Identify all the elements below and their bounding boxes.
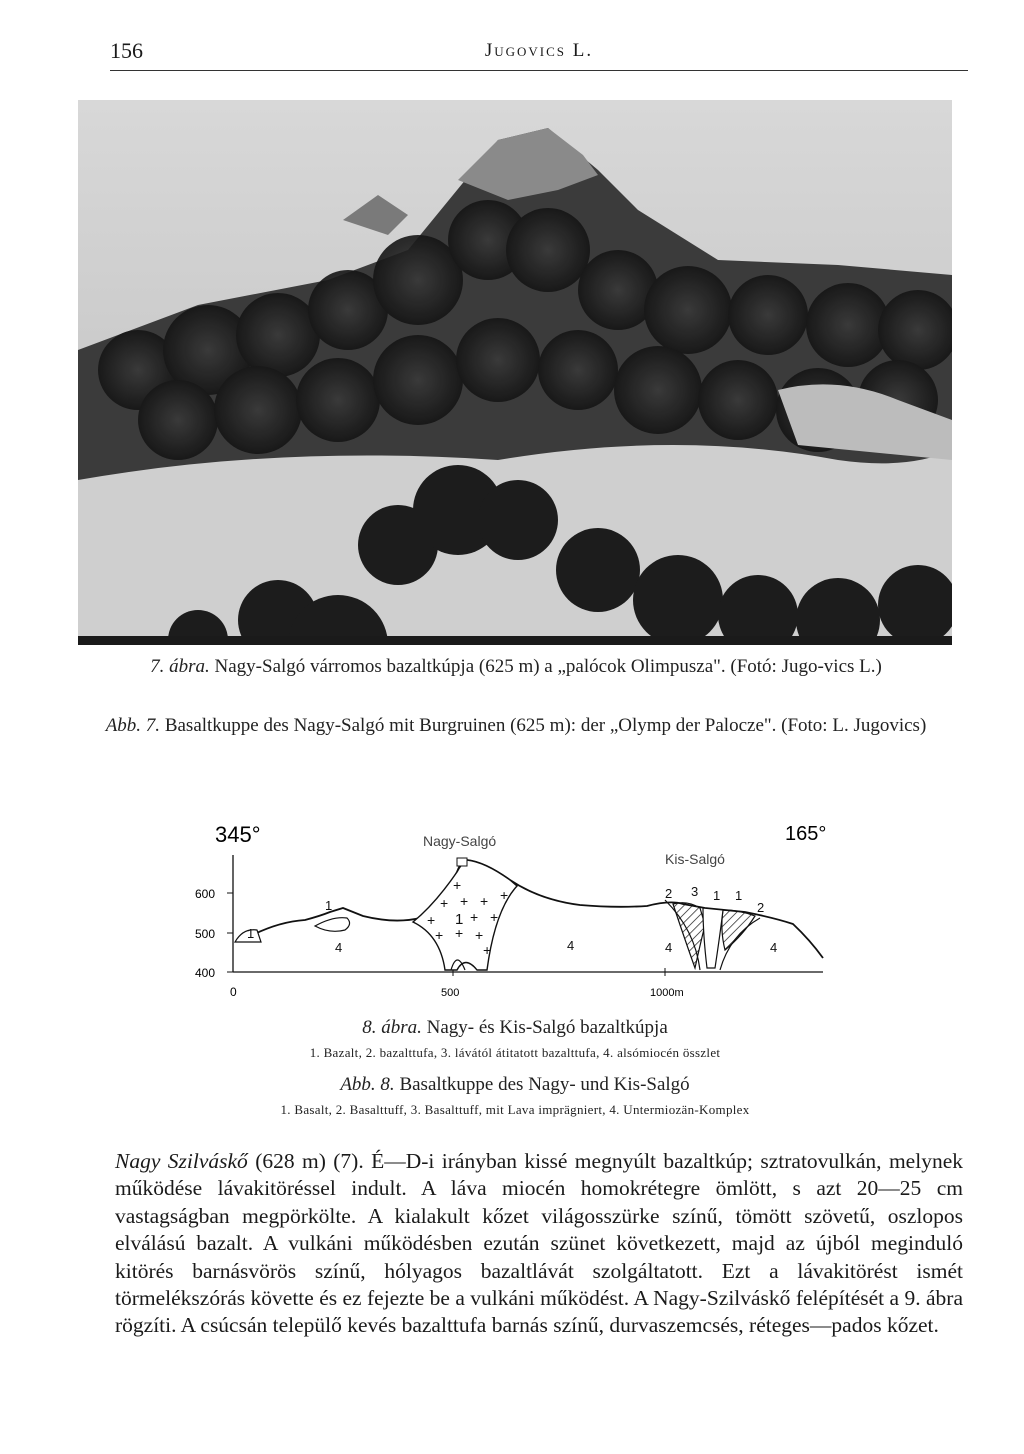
body-paragraph-text: (628 m) (7). É—D-i irányban kissé megnyúlt bazaltkúp; sztratovulkán, melynek működése lávakitöréssel indult. A láva miocén homokrétegre ömlött, s azt 20—25 cm vastagságban megpörkölte. A kialakult kőzet világosszürke színű, tömött szövetű, oszlopos elválású bazalt. A vulkáni működésben ezután szünet következett, majd az újból meginduló kitörés barnásvörös színű, hólyagos bazaltlávát szolgáltatott. Ezt a lávakitörést ismét törmelékszórás követte és ez fejezte be a vulkáni működést. A Nagy-Szilváskő felépítését a 9. ábra rögzíti. A csúcsán települő kevés bazalttufa barnás színű, durvaszemcsés, réteges—pados kőzet.: [115, 1149, 963, 1338]
figure-8-caption-de: [150, 1073, 880, 1097]
label-nagy-salgo: Nagy-Salgó: [423, 833, 497, 849]
body-paragraph: [115, 1148, 963, 1340]
unit-label-d: 1: [713, 888, 721, 903]
kis-salgo-tuff-left: [673, 903, 705, 968]
unit-label-b: 1: [325, 898, 333, 913]
cross-section-diagram: [195, 800, 845, 1010]
castle-ruin-marker: [457, 858, 467, 866]
svg-text:+: +: [455, 925, 464, 941]
label-kis-salgo: Kis-Salgó: [665, 851, 725, 867]
page-number: 156: [110, 38, 143, 63]
figure-8-cross-section: [195, 800, 845, 1010]
figure-8-caption-de-text: Basaltkuppe des Nagy- und Kis-Salgó: [399, 1074, 690, 1095]
x-label-500: 500: [441, 987, 460, 999]
figure-7-caption-de-text: Basaltkuppe des Nagy-Salgó mit Burgruinen (625 m): der „Olymp der Palocze". (Foto: L. Jugovics): [164, 715, 927, 736]
figure-7-caption-hu-text: Nagy-Salgó várromos bazaltkúpja (625 m) a „palócok Olimpusza". (Fotó: Jugo-vics L.): [214, 656, 882, 677]
unit-label-f: 3: [691, 884, 699, 899]
svg-text:+: +: [460, 893, 469, 909]
figure-8-caption-hu-prefix: 8. ábra.: [362, 1017, 422, 1038]
figure-8-legend-hu: 1. Bazalt, 2. bazalttufa, 3. lávától átitatott bazalttufa, 4. alsómiocén összlet: [309, 1045, 721, 1060]
unit-label-a: 1: [247, 926, 255, 941]
figure-8-caption-hu: [150, 1016, 880, 1040]
figure-7-photo: [78, 100, 952, 645]
svg-text:+: +: [440, 895, 449, 911]
x-label-1000: 1000m: [650, 987, 684, 999]
x-label-0: 0: [230, 985, 237, 999]
running-head-author: Jugovics L.: [484, 40, 594, 61]
svg-text:+: +: [490, 909, 499, 925]
body-paragraph-name: Nagy Szilváskő: [115, 1149, 248, 1173]
svg-text:+: +: [480, 893, 489, 909]
figure-7-caption-hu-prefix: 7. ábra.: [150, 656, 210, 677]
svg-text:+: +: [453, 877, 462, 893]
unit-label-c: 1: [455, 911, 464, 928]
figure-7-caption-hu: [100, 655, 932, 679]
y-label-600: 600: [195, 887, 216, 901]
figure-7-caption-de-prefix: Abb. 7.: [105, 715, 161, 736]
figure-7-caption-de: [100, 714, 932, 738]
unit-label-k: 4: [665, 940, 673, 955]
svg-text:+: +: [470, 909, 479, 925]
kis-salgo-basalt-core: [703, 908, 723, 968]
bearing-left: 345°: [215, 822, 261, 847]
unit-label-i: 4: [335, 940, 343, 955]
svg-text:+: +: [500, 887, 509, 903]
figure-8-legend-de: 1. Basalt, 2. Basalttuff, 3. Basalttuff, mit Lava imprägniert, 4. Untermiozän-Komplex: [280, 1102, 750, 1117]
unit-label-g: 1: [735, 888, 743, 903]
svg-text:+: +: [483, 942, 492, 958]
figure-8-caption-de-prefix: Abb. 8.: [340, 1074, 395, 1095]
y-label-500: 500: [195, 927, 216, 941]
svg-text:+: +: [435, 927, 444, 943]
unit-label-l: 4: [770, 940, 778, 955]
running-head: [110, 38, 968, 71]
y-label-400: 400: [195, 966, 216, 980]
unit-label-j: 4: [567, 938, 575, 953]
kis-salgo-tuff-right: [722, 910, 755, 950]
bearing-right: 165°: [785, 823, 827, 845]
svg-text:+: +: [427, 912, 436, 928]
figure-8-caption-hu-text: Nagy- és Kis-Salgó bazaltkúpja: [426, 1017, 668, 1038]
unit-label-h: 2: [757, 900, 765, 915]
mountain-photo-illustration: [78, 100, 952, 645]
basalt-lens-middle: [315, 918, 350, 932]
unit-label-e: 2: [665, 886, 673, 901]
svg-text:+: +: [475, 927, 484, 943]
